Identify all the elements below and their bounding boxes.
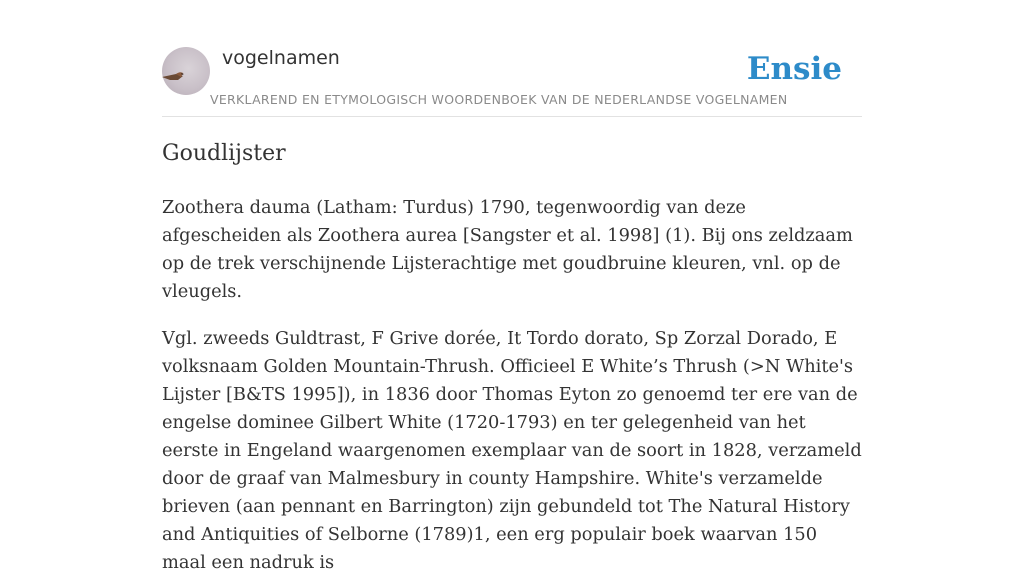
site-name[interactable]: vogelnamen bbox=[222, 47, 340, 69]
bird-photo-icon bbox=[162, 47, 210, 95]
site-header bbox=[162, 40, 862, 117]
site-tagline: VERKLAREND EN ETYMOLOGISCH WOORDENBOEK VAN DE NEDERLANDSE VOGELNAMEN bbox=[210, 92, 788, 107]
ensie-logo[interactable]: Ensie bbox=[746, 51, 842, 87]
article-paragraph-1: Zoothera dauma (Latham: Turdus) 1790, tegenwoordig van deze afgescheiden als Zoothera aurea [Sangster et al. 1998] (1). Bij ons zeldzaam op de trek verschijnende Lijsterachtige met goudbruine kleuren, vnl. op de vleugels. bbox=[162, 197, 853, 302]
article-title: Goudlijster bbox=[162, 141, 286, 166]
article-paragraph-2: Vgl. zweeds Guldtrast, F Grive dorée, It Tordo dorato, Sp Zorzal Dorado, E volksnaam Golden Mountain-Thrush. Officieel E White’s Thrush (>N White's Lijster [B&TS 1995]), in 1836 door Thomas Eyton zo genoemd ter ere van de engelse dominee Gilbert White (1720-1793) en ter gelegenheid van het eerste in Engeland waargenomen exemplaar van de soort in 1828, verzameld door de graaf van Malmesbury in county Hampshire. White's verzamelde brieven (aan pennant en Barrington) zijn gebundeld tot The Natural History and Antiquities of Selborne (1789)1, een erg populair boek waarvan 150 maal een nadruk is bbox=[162, 328, 862, 573]
avatar[interactable] bbox=[162, 47, 210, 95]
article bbox=[162, 136, 862, 577]
